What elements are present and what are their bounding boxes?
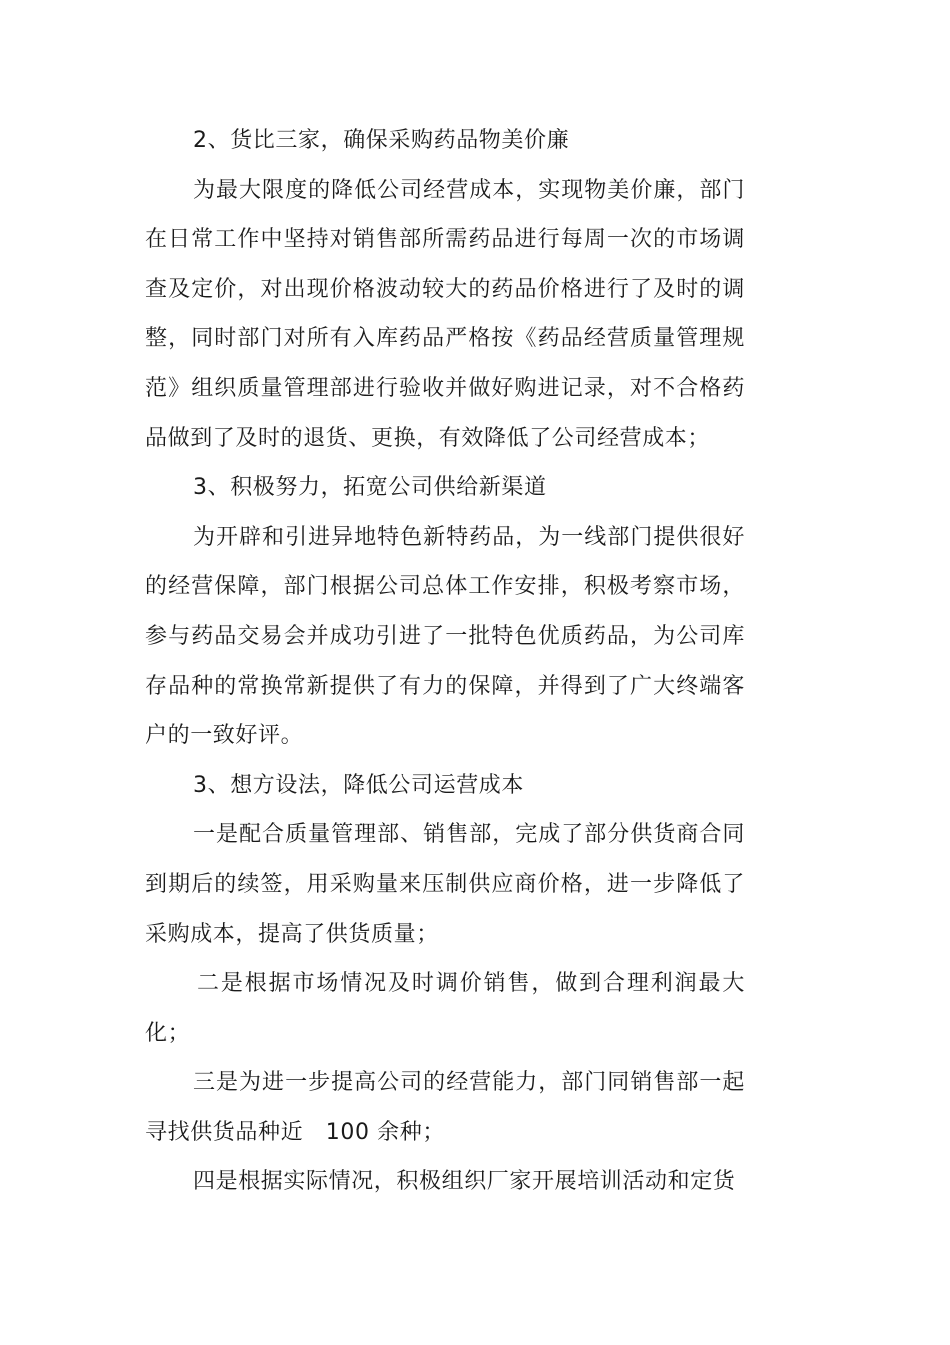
paragraph-cost-reduction: 为最大限度的降低公司经营成本，实现物美价廉，部门在日常工作中坚持对销售部所需药品进行每周一次的市场调查及定价，对出现价格波动较大的药品价格进行了及时的调整，同时部门对所有入库药品严格按《药品经营质量管理规范》组织质量管理部进行验收并做好购进记录，对不合格药品做到了及时的退货、更换，有效降低了公司经营成本； [145,177,745,451]
paragraph-item-one: 一是配合质量管理部、销售部，完成了部分供货商合同到期后的续签，用采购量来压制供应商价格，进一步降低了采购成本，提高了供货质量； [145,822,745,947]
paragraph-item-three: 三是为进一步提高公司的经营能力，部门同销售部一起寻找供货品种近 100 余种； [145,1070,745,1145]
paragraph-new-channels: 为开辟和引进异地特色新特药品，为一线部门提供很好的经营保障，部门根据公司总体工作安排，积极考察市场，参与药品交易会并成功引进了一批特色优质药品，为公司库存品种的常换常新提供了有力的保障，并得到了广大终端客户的一致好评。 [145,524,745,749]
section-heading-2: 2、货比三家，确保采购药品物美价廉 [193,128,570,153]
section-heading-3b: 3、想方设法，降低公司运营成本 [193,772,524,798]
paragraph-item-two: 二是根据市场情况及时调价销售，做到合理利润最大化； [145,971,745,1046]
document-body [145,116,745,1207]
paragraph-item-four: 四是根据实际情况，积极组织厂家开展培训活动和定货 [193,1169,736,1195]
section-heading-3a: 3、积极努力，拓宽公司供给新渠道 [193,475,547,501]
